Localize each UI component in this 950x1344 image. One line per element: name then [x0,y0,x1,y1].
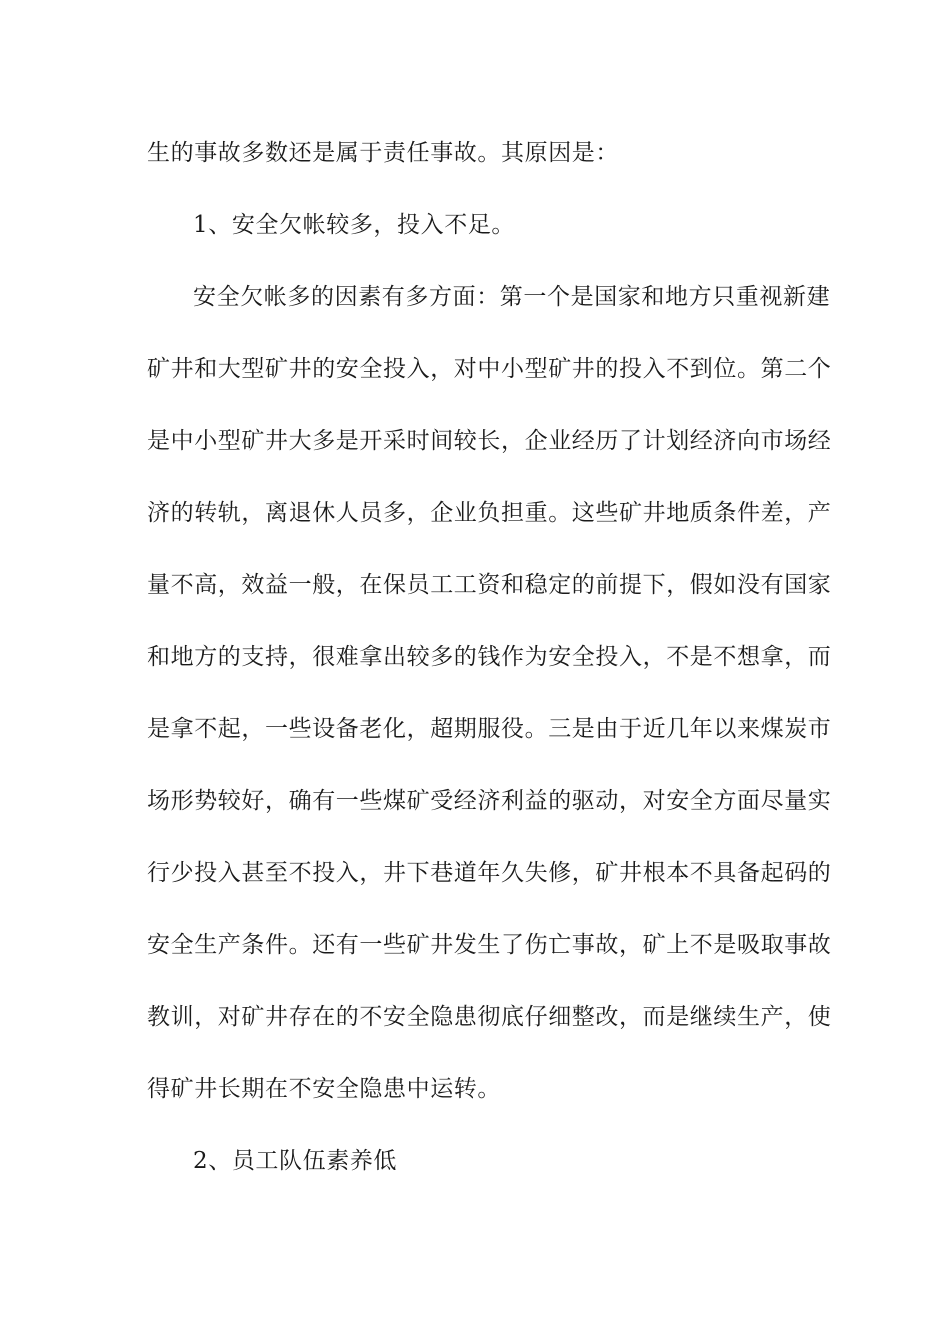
section-heading-1: 1、安全欠帐较多，投入不足。 [193,212,516,238]
paragraph-line: 安全欠帐多的因素有多方面：第一个是国家和地方只重视新建 [193,284,831,310]
paragraph-line: 矿井和大型矿井的安全投入，对中小型矿井的投入不到位。第二个 [147,356,832,382]
section-heading-2: 2、员工队伍素养低 [193,1148,398,1174]
paragraph-line: 行少投入甚至不投入，井下巷道年久失修，矿井根本不具备起码的 [147,860,832,886]
paragraph-line: 是中小型矿井大多是开采时间较长，企业经历了计划经济向市场经 [147,428,832,454]
paragraph-line: 量不高，效益一般，在保员工工资和稳定的前提下，假如没有国家 [147,572,832,598]
paragraph-line: 济的转轨，离退休人员多，企业负担重。这些矿井地质条件差，产 [147,500,832,526]
paragraph-line: 场形势较好，确有一些煤矿受经济利益的驱动，对安全方面尽量实 [147,788,832,814]
paragraph-line: 得矿井长期在不安全隐患中运转。 [147,1076,501,1102]
paragraph-line: 安全生产条件。还有一些矿井发生了伤亡事故，矿上不是吸取事故 [147,932,832,958]
paragraph-line: 是拿不起，一些设备老化，超期服役。三是由于近几年以来煤炭市 [147,716,832,742]
paragraph-line: 生的事故多数还是属于责任事故。其原因是： [147,140,619,166]
paragraph-line: 和地方的支持，很难拿出较多的钱作为安全投入，不是不想拿，而 [147,644,832,670]
paragraph-line: 教训，对矿井存在的不安全隐患彻底仔细整改，而是继续生产，使 [147,1004,832,1030]
